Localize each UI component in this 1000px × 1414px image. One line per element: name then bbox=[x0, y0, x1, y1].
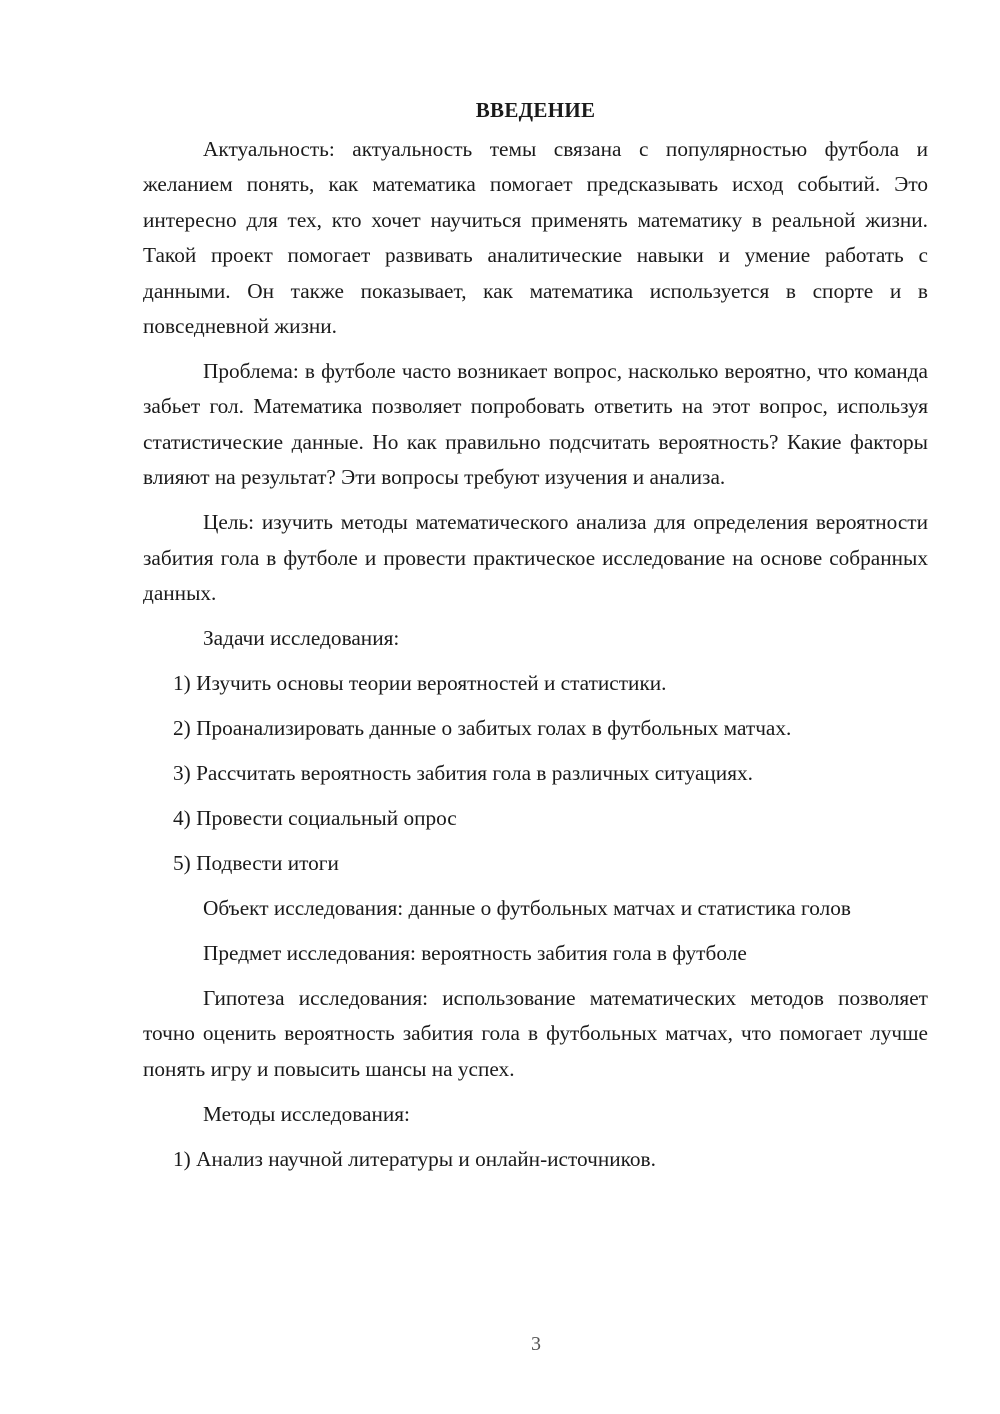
methods-heading: Методы исследования: bbox=[203, 1101, 410, 1126]
object-paragraph: Объект исследования: данные о футбольных матчах и статистика голов bbox=[203, 896, 851, 921]
subject-paragraph: Предмет исследования: вероятность забития гола в футболе bbox=[203, 941, 747, 966]
list-item: 1) Анализ научной литературы и онлайн-источников. bbox=[173, 1146, 656, 1171]
methods-list bbox=[143, 1142, 928, 1177]
list-item: 4) Провести социальный опрос bbox=[173, 806, 457, 831]
document-page bbox=[143, 92, 928, 1187]
tasks-heading: Задачи исследования: bbox=[203, 626, 400, 651]
hypothesis-paragraph: Гипотеза исследования: использование математических методов позволяет точно оценить вероятность забития гола в футбольных матчах, что помогает лучше понять игру и повысить шансы на успех. bbox=[143, 986, 928, 1081]
list-item: 3) Рассчитать вероятность забития гола в различных ситуациях. bbox=[173, 761, 753, 786]
list-item: 5) Подвести итоги bbox=[173, 851, 339, 876]
tasks-list bbox=[143, 666, 928, 881]
goal-paragraph: Цель: изучить методы математического анализа для определения вероятности забития гола в футболе и провести практическое исследование на основе собранных данных. bbox=[143, 510, 928, 606]
list-item: 2) Проанализировать данные о забитых голах в футбольных матчах. bbox=[173, 716, 792, 741]
relevance-paragraph: Актуальность: актуальность темы связана с популярностью футбола и желанием понять, как математика помогает предсказывать исход событий. Это интересно для тех, кто хочет научиться применять математику в реальной жизни. Такой проект помогает развивать аналитические навыки и умение работать с данными. Он также показывает, как математика используется в спорте и в повседневной жизни. bbox=[143, 137, 928, 339]
list-item: 1) Изучить основы теории вероятностей и статистики. bbox=[173, 671, 667, 696]
page-number: 3 bbox=[531, 1333, 541, 1355]
page-title: ВВЕДЕНИЕ bbox=[475, 98, 596, 122]
problem-paragraph: Проблема: в футболе часто возникает вопрос, насколько вероятно, что команда забьет гол. Математика позволяет попробовать ответить на этот вопрос, используя статистические данные. Но как правильно подсчитать вероятность? Какие факторы влияют на результат? Эти вопросы требуют изучения и анализа. bbox=[143, 359, 928, 490]
